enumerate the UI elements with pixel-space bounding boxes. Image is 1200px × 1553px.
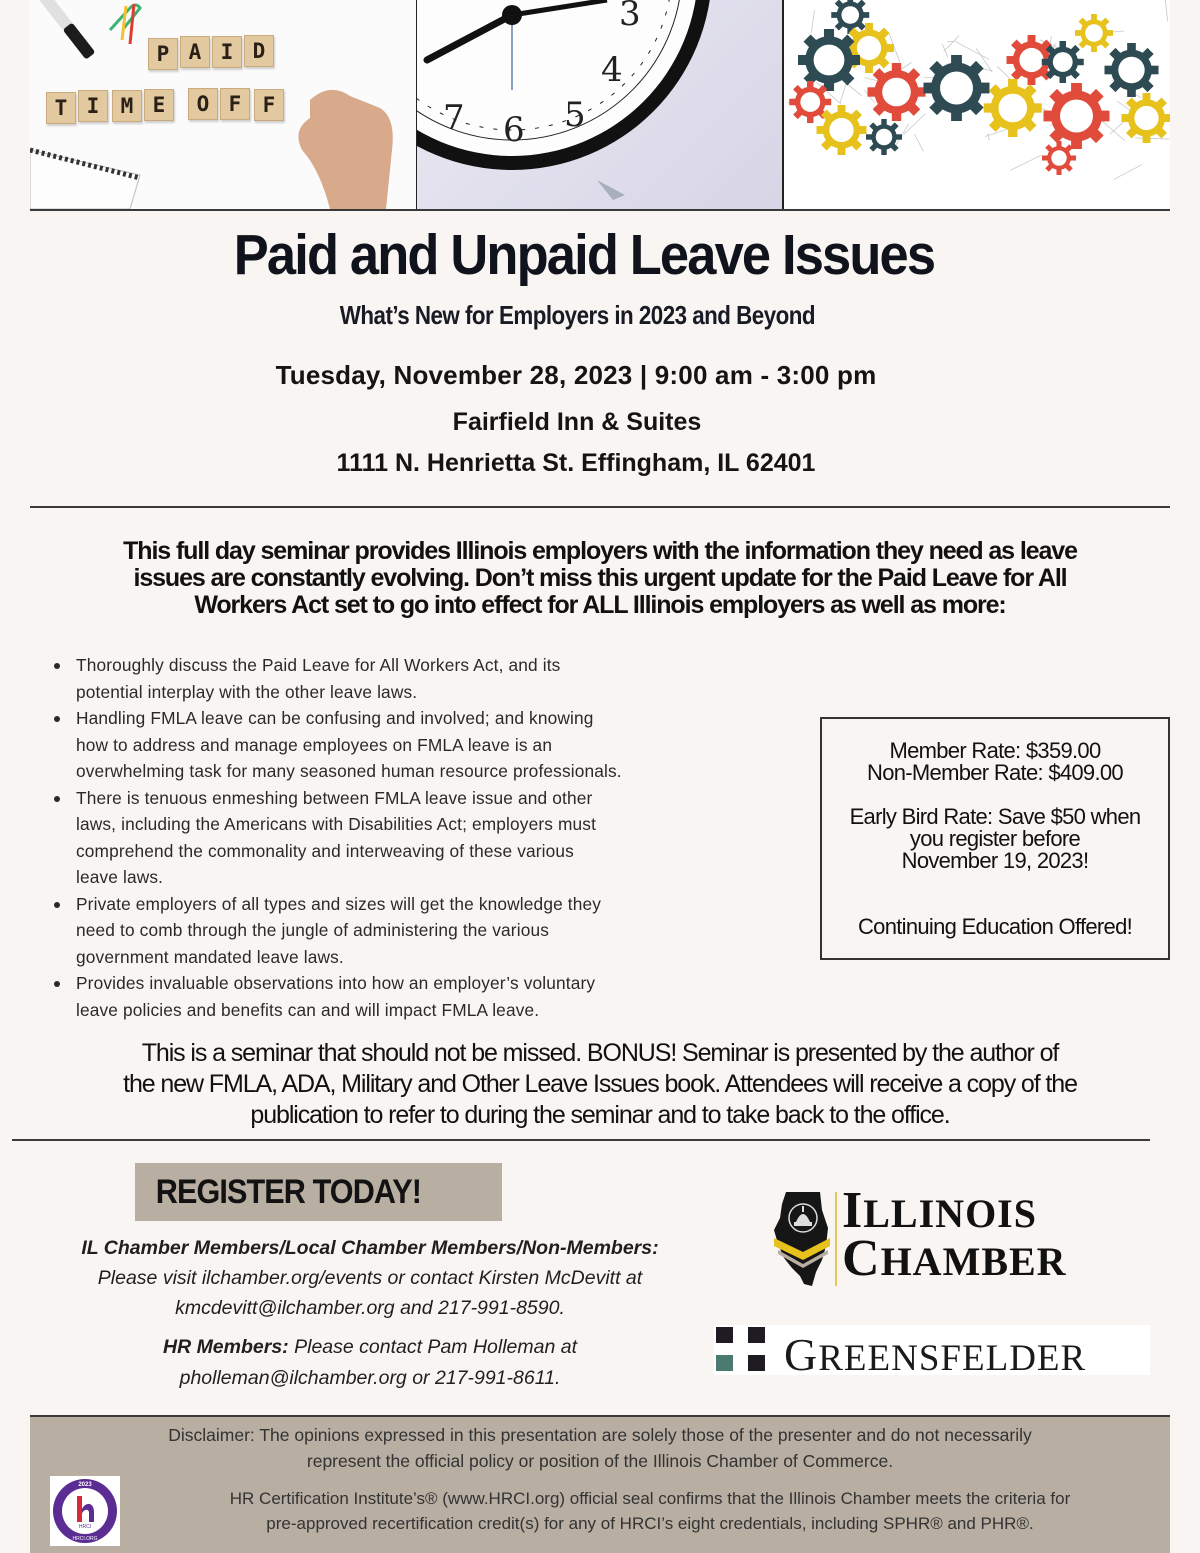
logo-square-icon (748, 1355, 765, 1371)
kmcdevitt-email-link[interactable]: kmcdevitt@ilchamber.org (175, 1297, 395, 1319)
letter-tile: T (46, 92, 76, 124)
letter-tile: P (148, 38, 178, 70)
pholleman-phone: 217-991-8611. (434, 1367, 561, 1389)
logo-square-icon (716, 1355, 733, 1371)
seal-label: HRCI (78, 1524, 92, 1530)
hr-contact-details (20, 1367, 720, 1390)
gear-icon (831, 0, 869, 34)
letter-tile: M (112, 90, 142, 122)
network-line (1164, 0, 1167, 21)
hero-photo-strip (30, 0, 1170, 211)
hrci-seal-icon (50, 1476, 120, 1546)
register-button-label: REGISTER TODAY! (155, 1172, 422, 1211)
bonus-paragraph (30, 1038, 1170, 1131)
business-gears-illustration (782, 0, 1170, 209)
pholleman-email-link[interactable]: pholleman@ilchamber.org (179, 1367, 407, 1389)
seal-url: HRCI.ORG (72, 1536, 98, 1542)
logo-divider (835, 1192, 837, 1286)
letter-tile: I (212, 36, 242, 68)
letter-tile: I (78, 90, 108, 122)
clock-numeral: 4 (601, 50, 623, 90)
topics-list (50, 652, 770, 1023)
members-contact-line: Please visit ilchamber.org/events or contact Kirsten McDevitt at (97, 1267, 643, 1289)
topic-line: Provides invaluable observations into how an employer’s voluntary (76, 973, 596, 993)
footer-disclaimer (30, 1415, 1170, 1553)
register-today-button[interactable] (135, 1163, 502, 1221)
member-rate: Member Rate: $359.00 (889, 738, 1101, 763)
gear-icon (1044, 83, 1110, 149)
kmcdevitt-phone: 217-991-8590. (438, 1297, 565, 1319)
gear-icon (1105, 43, 1159, 97)
event-subtitle: What’s New for Employers in 2023 and Beyond (339, 300, 816, 330)
topic-line: Private employers of all types and sizes will get the knowledge they (76, 893, 602, 914)
notebook-icon (30, 150, 140, 209)
topic-line: Thoroughly discuss the Paid Leave for All Workers Act, and its (76, 655, 561, 675)
intro-paragraph (40, 538, 1160, 619)
topic-line: leave policies and benefits can and will impact FMLA leave. (76, 999, 540, 1020)
hr-members-heading: HR Members: (162, 1336, 289, 1358)
topic-item (50, 970, 770, 1023)
continuing-education-note: Continuing Education Offered! (857, 914, 1133, 939)
intro-line: issues are constantly evolving. Don’t miss this urgent update for the Paid Leave for All (133, 564, 1067, 592)
topic-line: laws, including the Americans with Disabilities Act; employers must (76, 814, 597, 834)
intro-line: Workers Act set to go into effect for ALL Illinois employers as well as more: (194, 591, 1006, 619)
gear-icon (1075, 14, 1113, 52)
hr-contact-text: Please contact Pam Holleman at (288, 1336, 577, 1358)
early-bird-rate (822, 806, 1168, 872)
topic-line: There is tenuous enmeshing between FMLA leave issue and other (76, 787, 593, 808)
hrci-statement-line: pre-approved recertification credit(s) for any of HRCI’s eight credentials, including SPHR® and PHR®. (266, 1514, 1034, 1533)
event-address: 1111 N. Henrietta St. Effingham, IL 62401 (336, 449, 816, 477)
section-divider (12, 1139, 1150, 1141)
network-line (942, 44, 948, 57)
topic-line: overwhelming task for many seasoned human resource professionals. (76, 761, 622, 781)
topic-item (50, 652, 770, 705)
topic-line: leave laws. (76, 867, 164, 887)
clock-icon (417, 0, 782, 209)
disclaimer-line: Disclaimer: The opinions expressed in this presentation are solely those of the presenter and do not necessarily (168, 1425, 1032, 1445)
event-venue: Fairfield Inn & Suites (452, 408, 702, 436)
topic-item (50, 785, 770, 891)
topic-line: potential interplay with the other leave laws. (76, 681, 418, 702)
disclaimer-line: represent the official policy or position of the Illinois Chamber of Commerce. (306, 1451, 894, 1471)
bullet-icon (54, 716, 60, 722)
gear-icon (1122, 93, 1171, 143)
clock-numeral: 3 (619, 0, 641, 34)
event-date-time: Tuesday, November 28, 2023 | 9:00 am - 3:00 pm (275, 360, 877, 390)
network-line (1010, 155, 1041, 170)
network-line (1114, 164, 1142, 179)
intro-line: This full day seminar provides Illinois employers with the information they need as leave (123, 537, 1077, 565)
members-contact-details (20, 1297, 720, 1320)
network-line (1135, 138, 1169, 139)
network-line (943, 36, 959, 52)
topic-line: need to comb through the jungle of administering the various (76, 920, 550, 940)
letter-tile: D (244, 35, 274, 67)
clock-numeral: 6 (503, 110, 525, 150)
logo-square-icon (748, 1327, 765, 1343)
letter-tile: O (188, 88, 218, 120)
topic-line: government mandated leave laws. (76, 946, 344, 967)
letter-tile: E (144, 89, 174, 121)
topic-item (50, 891, 770, 971)
non-member-rate: Non-Member Rate: $409.00 (867, 760, 1123, 785)
bonus-line: publication to refer to during the seminar and to take back to the office. (250, 1101, 950, 1129)
gear-icon (1042, 141, 1076, 175)
early-bird-line: November 19, 2023! (901, 848, 1089, 873)
network-line (811, 10, 814, 33)
topic-line: Handling FMLA leave can be confusing and involved; and knowing (76, 708, 594, 728)
topic-line: how to address and manage employees on FMLA leave is an (76, 734, 553, 755)
clock-numeral: 5 (564, 95, 586, 135)
network-line (840, 83, 846, 103)
event-title: Paid and Unpaid Leave Issues (233, 223, 935, 287)
illinois-state-icon (772, 1188, 834, 1288)
gear-icon (1042, 41, 1084, 83)
hrci-seal (50, 1476, 120, 1546)
clock-numeral: 7 (443, 98, 465, 138)
topic-line: comprehend the commonality and interweaving of these various (76, 840, 574, 861)
illinois-chamber-wordmark: ILLINOIS CHAMBER (842, 1182, 1067, 1287)
bullet-icon (54, 796, 60, 802)
hr-contact-line (20, 1336, 720, 1359)
network-line (988, 133, 990, 140)
letter-tile: F (220, 88, 250, 120)
hrci-statement-line: HR Certification Institute’s® (www.HRCI.org) official seal confirms that the Illinois Chamber meets the criteria for (229, 1489, 1071, 1508)
letter-tile: F (254, 89, 284, 121)
gear-icon (817, 105, 867, 155)
gears-network-icon (784, 0, 1170, 209)
bullet-icon (54, 981, 60, 987)
gear-icon (924, 55, 990, 121)
gear-icon (866, 119, 902, 155)
gear-icon (984, 79, 1042, 137)
bonus-line: This is a seminar that should not be missed. BONUS! Seminar is presented by the author of (141, 1039, 1059, 1067)
pricing-box (820, 717, 1170, 960)
letter-tile: A (180, 36, 210, 68)
early-bird-line: you register before (909, 826, 1081, 851)
bullet-icon (54, 902, 60, 908)
alarm-clock-photo (416, 0, 782, 209)
members-contact-heading: IL Chamber Members/Local Chamber Members/Non-Members: (81, 1237, 659, 1259)
network-line (904, 114, 926, 134)
connector-text: and (394, 1297, 439, 1319)
greensfelder-logo (714, 1325, 1150, 1380)
marker-icon (38, 0, 95, 60)
connector-text: or (406, 1367, 435, 1389)
paid-time-off-photo (30, 0, 416, 209)
seal-year: 2023 (78, 1482, 92, 1488)
network-line (915, 134, 924, 151)
topic-item (50, 705, 770, 785)
hand-illustration (298, 90, 392, 209)
gear-icon (868, 63, 926, 121)
greensfelder-wordmark: GREENSFELDER (784, 1329, 1087, 1380)
bonus-line: the new FMLA, ADA, Military and Other Leave Issues book. Attendees will receive a copy of the (123, 1070, 1077, 1098)
logo-square-icon (716, 1327, 733, 1343)
early-bird-line: Early Bird Rate: Save $50 when (849, 804, 1141, 829)
bullet-icon (54, 663, 60, 669)
section-divider (30, 506, 1170, 508)
